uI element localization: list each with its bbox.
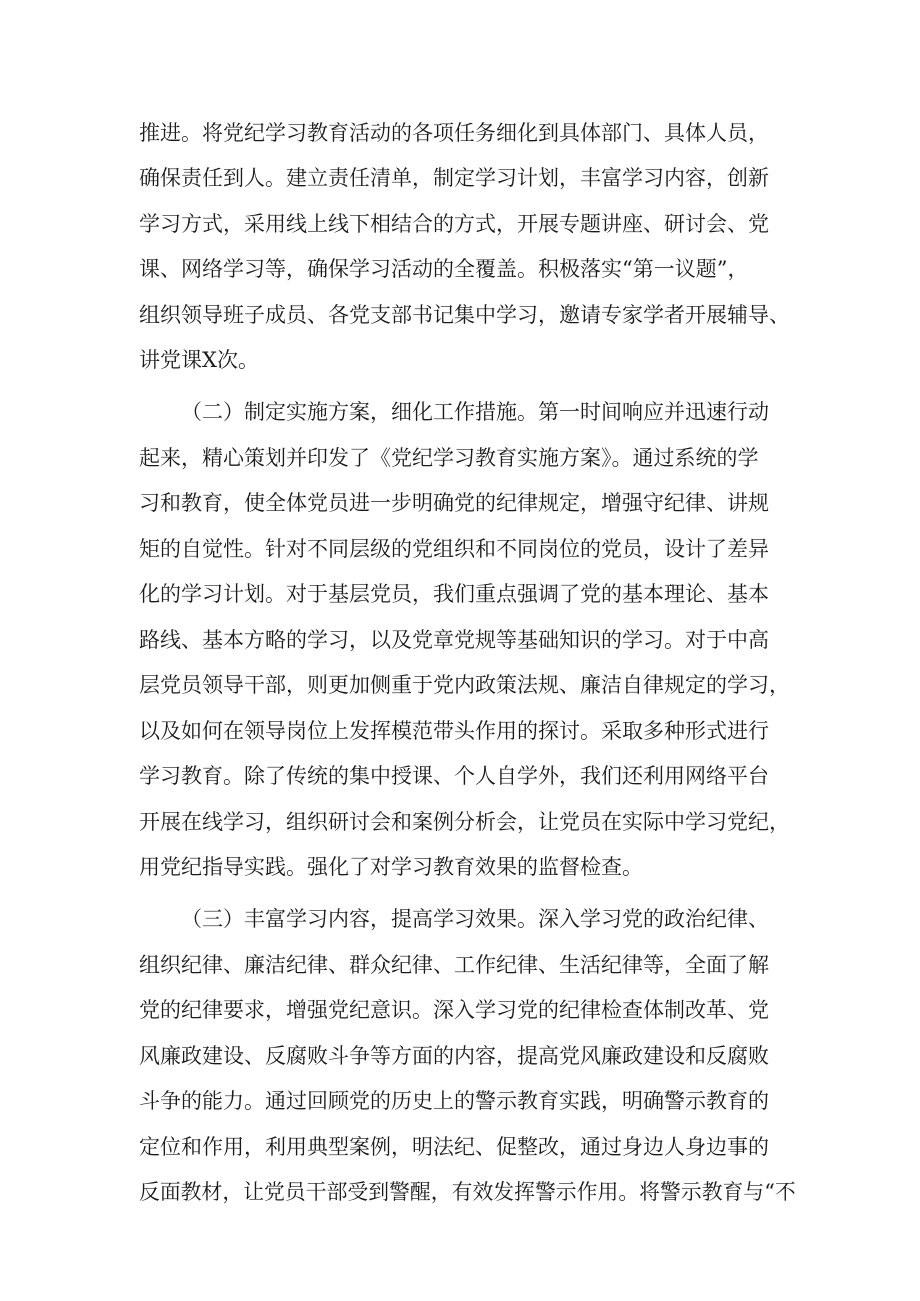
text-line: 层党员领导干部，则更加侧重于党内政策法规、廉洁自律规定的学习， — [139, 673, 790, 697]
text-line: 矩的自觉性。针对不同层级的党组织和不同岗位的党员，设计了差异 — [139, 537, 769, 561]
text-line: 路线、基本方略的学习，以及党章党规等基础知识的学习。对于中高 — [139, 628, 769, 652]
text-line: 党的纪律要求，增强党纪意识。深入学习党的纪律检查体制改革、党 — [139, 998, 769, 1022]
text-line: 斗争的能力。通过回顾党的历史上的警示教育实践，明确警示教育的 — [139, 1089, 769, 1113]
text-line: 课、网络学习等，确保学习活动的全覆盖。积极落实“第一议题”， — [139, 257, 749, 281]
text-line: 定位和作用，利用典型案例，明法纪、促整改，通过身边人身边事的 — [139, 1135, 769, 1159]
text-line: 化的学习计划。对于基层党员，我们重点强调了党的基本理论、基本 — [139, 582, 769, 606]
text-line: 习和教育，使全体党员进一步明确党的纪律规定，增强守纪律、讲规 — [139, 491, 769, 515]
text-line: 确保责任到人。建立责任清单，制定学习计划，丰富学习内容，创新 — [139, 166, 769, 190]
text-line: 组织领导班子成员、各党支部书记集中学习，邀请专家学者开展辅导、 — [139, 303, 790, 327]
text-line: 用党纪指导实践。强化了对学习教育效果的监督检查。 — [139, 855, 643, 879]
text-line: 学习教育。除了传统的集中授课、个人自学外，我们还利用网络平台 — [139, 764, 769, 788]
text-line: 组织纪律、廉洁纪律、群众纪律、工作纪律、生活纪律等，全面了解 — [139, 953, 769, 977]
text-line: 讲党课X次。 — [139, 348, 259, 372]
text-line: 学习方式，采用线上线下相结合的方式，开展专题讲座、研讨会、党 — [139, 212, 769, 236]
text-line: 以及如何在领导岗位上发挥模范带头作用的探讨。采取多种形式进行 — [139, 719, 769, 743]
section-heading-line: （二）制定实施方案，细化工作措施。第一时间响应并迅速行动 — [181, 400, 769, 424]
text-line: 风廉政建设、反腐败斗争等方面的内容，提高党风廉政建设和反腐败 — [139, 1044, 769, 1068]
text-line: 起来，精心策划并印发了《党纪学习教育实施方案》。通过系统的学 — [139, 446, 759, 470]
text-line: 反面教材，让党员干部受到警醒，有效发挥警示作用。将警示教育与“不 — [139, 1180, 796, 1204]
text-line: 推进。将党纪学习教育活动的各项任务细化到具体部门、具体人员， — [139, 121, 769, 145]
text-line: 开展在线学习，组织研讨会和案例分析会，让党员在实际中学习党纪， — [139, 810, 790, 834]
section-heading-line: （三）丰富学习内容，提高学习效果。深入学习党的政治纪律、 — [181, 907, 769, 931]
